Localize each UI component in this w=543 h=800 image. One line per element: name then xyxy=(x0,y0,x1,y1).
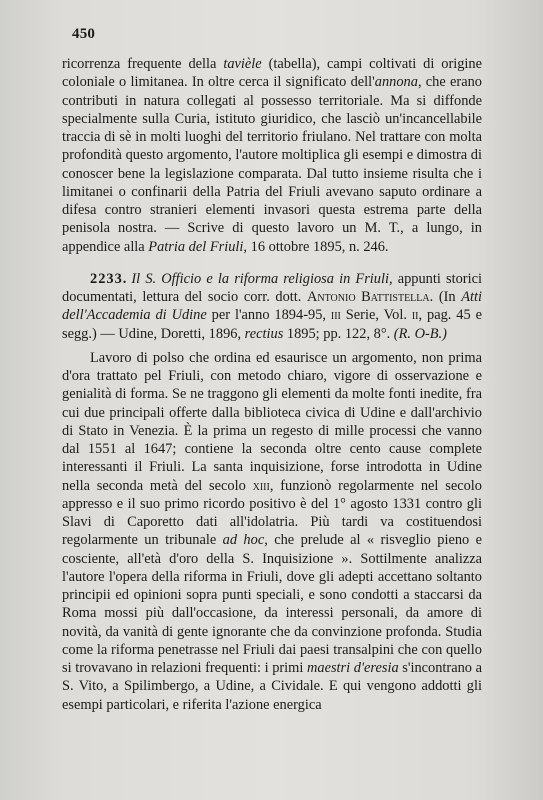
text-segment: rectius xyxy=(244,325,284,342)
text-segment: per l'anno 1894-95, xyxy=(206,307,331,324)
text-segment: Serie, Vol. xyxy=(340,307,412,324)
text-segment: , che erano contributi in natura collegati al possesso territoriale. Ma si diffonde specialmente sulla Curia, istituto giuridico, che lasciò un'incancellabile traccia di sè in molti luoghi del territorio friulano. Nel trattare con molta profondità questo argomento, l'autore moltiplica gli esempi e dimostra di conoscer bene la legislazione comparata. Dal tutto insieme risulta che i limitanei o confinarii della Patria del Friuli avevano saputo ordinare a difesa contro stranieri elementi invasori questa estrema parte della penisola nostra. — Scrive di questo lavoro un M. T., a lungo, in appendice alla xyxy=(62,74,482,255)
text-segment: appunti storici documentati, lettura del socio corr. dott. xyxy=(62,270,482,305)
author-name: Antonio Battistella xyxy=(307,289,430,305)
intro-paragraph xyxy=(62,55,482,256)
text-segment: Patria del Friuli, xyxy=(148,238,248,255)
page-number: 450 xyxy=(72,26,96,42)
text-segment: (tabella), campi coltivati di origine coloniale o limitanea. In oltre cerca il significato dell' xyxy=(62,56,483,91)
text-segment: Lavoro di polso che ordina ed esaurisce un argomento, non prima d'ora trattato pel Friuli, con metodo chiaro, vigore di osservazione e genialità di forma. Se ne traggono gli elementi da molte fonti inedite, fra cui due principali offerte dalla biblioteca civica di Udine e dall'archivio di Stato in Venezia. È la prima un regesto di mille processi che vanno dal 1551 al 1647; contiene la seconda oltre cento cause complete interessanti il Friuli. La santa inquisizione, forse introdotta in Udine nella seconda metà del secolo xyxy=(62,349,482,494)
volume-numeral: ii xyxy=(411,307,419,324)
century-numeral: xiii xyxy=(252,477,270,494)
series-numeral: iii xyxy=(330,307,341,324)
text-segment: , funzionò regolarmente nel secolo appresso e il suo primo ricordo positivo è del 1° agosto 1331 contro gli Slavi di Caporetto dati all'idolatria. Più tardi va costituendosi regolarmente un tribunale xyxy=(62,477,482,549)
bibliography-entry xyxy=(62,270,482,343)
text-segment: ad hoc xyxy=(222,532,265,549)
entry-number: 2233. xyxy=(90,270,128,287)
entry-title: Il S. Officio e la riforma religiosa in Friuli, xyxy=(131,270,393,287)
text-segment: s'incontrano a S. Vito, a Spilimbergo, a Udine, a Cividale. E qui vengono addotti gli esempi particolari, e riferita l'azione energica xyxy=(62,660,482,713)
text-segment: . (In xyxy=(429,289,462,305)
text-segment: 16 ottobre 1895, n. 246. xyxy=(247,238,389,255)
body-paragraph xyxy=(62,349,482,714)
page-content xyxy=(62,55,482,714)
text-segment: annona xyxy=(374,74,418,91)
text-segment: tavièle xyxy=(223,56,262,72)
text-segment: , che prelude al « risveglio pieno e cosciente, all'età d'oro della S. Inquisizione ». Sottilmente analizza l'autore l'opera della riforma in Friuli, dove gli adepti accettano soltanto principii ed opinioni sopra punti speciali, e sono condotti a staccarsi da Roma mossi più dall'occasione, da interessi personali, da amore di novità, da vanità di gente ignorante che da convinzione profonda. Studia come la riforma penetrasse nel Friuli dai paesi transalpini che con quello si trovavano in relazioni frequenti: i primi xyxy=(62,532,482,676)
publication-title: Atti dell'Accademia di Udine xyxy=(62,289,482,324)
text-segment: 1895; pp. 122, 8°. xyxy=(283,325,394,342)
reviewer-initials: (R. O-B.) xyxy=(393,325,447,342)
text-segment: maestri d'eresia xyxy=(306,660,399,676)
text-segment: , pag. 45 e segg.) — Udine, Doretti, 1896, xyxy=(62,307,482,342)
text-segment: ricorrenza frequente della xyxy=(62,56,224,72)
